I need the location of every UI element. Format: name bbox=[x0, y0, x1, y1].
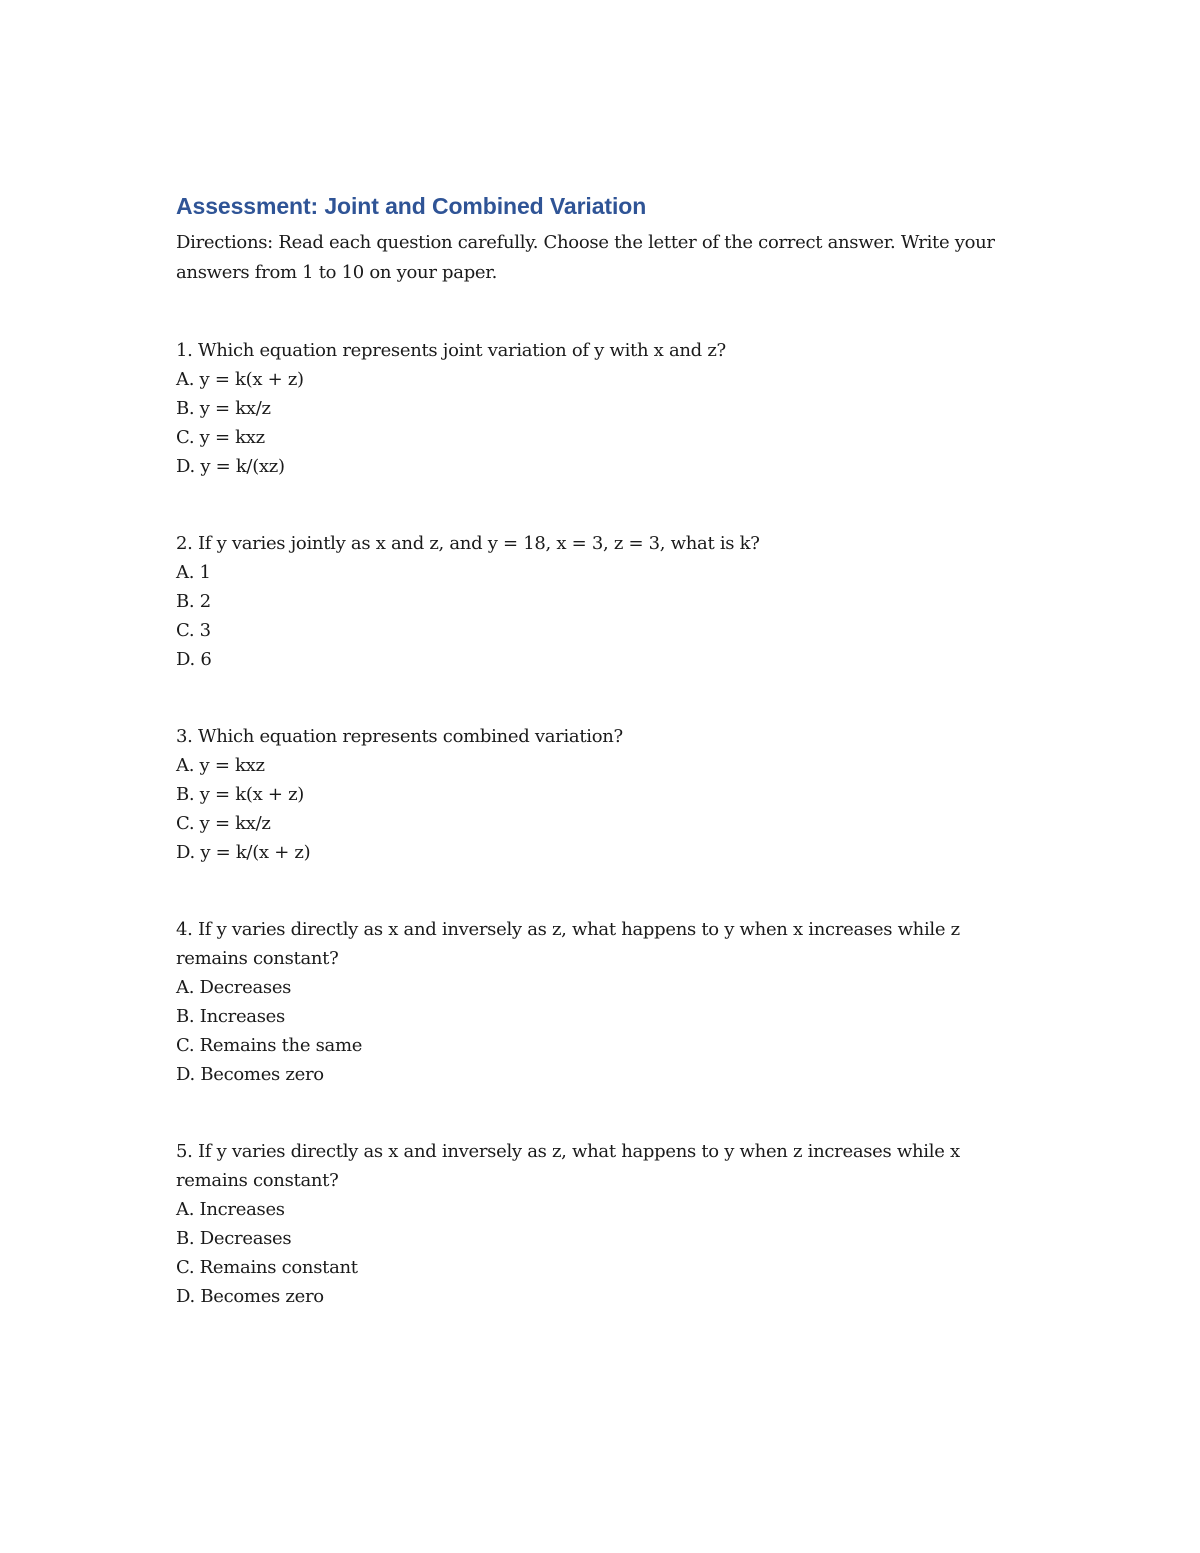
option-b: B. y = kx/z bbox=[176, 398, 271, 419]
option-a: A. Decreases bbox=[176, 977, 292, 998]
option-a: A. y = kxz bbox=[176, 755, 265, 776]
option-c: C. y = kxz bbox=[176, 427, 265, 448]
question-text: 2. If y varies jointly as x and z, and y = 18, x = 3, z = 3, what is k? bbox=[176, 533, 760, 554]
option-a: A. y = k(x + z) bbox=[176, 369, 304, 390]
option-b: B. 2 bbox=[176, 591, 211, 612]
question-4 bbox=[176, 915, 1036, 1089]
answer-options bbox=[176, 365, 1036, 481]
option-a: A. Increases bbox=[176, 1199, 285, 1220]
question-5 bbox=[176, 1137, 1036, 1311]
question-text: 3. Which equation represents combined variation? bbox=[176, 726, 623, 747]
question-2 bbox=[176, 529, 1036, 674]
option-d: D. Becomes zero bbox=[176, 1064, 324, 1085]
option-b: B. y = k(x + z) bbox=[176, 784, 304, 805]
option-c: C. 3 bbox=[176, 620, 211, 641]
option-b: B. Increases bbox=[176, 1006, 285, 1027]
option-c: C. Remains the same bbox=[176, 1035, 363, 1056]
answer-options bbox=[176, 973, 1036, 1089]
question-list bbox=[176, 336, 1036, 1311]
answer-options bbox=[176, 751, 1036, 867]
answer-options bbox=[176, 558, 1036, 674]
option-c: C. y = kx/z bbox=[176, 813, 271, 834]
option-d: D. y = k/(x + z) bbox=[176, 842, 311, 863]
question-text: 1. Which equation represents joint variation of y with x and z? bbox=[176, 340, 726, 361]
document-content bbox=[176, 188, 1036, 1359]
question-3 bbox=[176, 722, 1036, 867]
question-1 bbox=[176, 336, 1036, 481]
option-b: B. Decreases bbox=[176, 1228, 292, 1249]
option-d: D. y = k/(xz) bbox=[176, 456, 285, 477]
question-text: 5. If y varies directly as x and inversely as z, what happens to y when z increases while x remains constant? bbox=[176, 1141, 960, 1191]
document-title: Assessment: Joint and Combined Variation bbox=[176, 193, 647, 219]
question-text: 4. If y varies directly as x and inversely as z, what happens to y when x increases while z remains constant? bbox=[176, 919, 960, 969]
directions-text: Directions: Read each question carefully. Choose the letter of the correct answer. Write your answers from 1 to 10 on your paper. bbox=[176, 232, 995, 283]
option-d: D. 6 bbox=[176, 649, 212, 670]
answer-options bbox=[176, 1195, 1036, 1311]
option-d: D. Becomes zero bbox=[176, 1286, 324, 1307]
option-a: A. 1 bbox=[176, 562, 211, 583]
option-c: C. Remains constant bbox=[176, 1257, 358, 1278]
